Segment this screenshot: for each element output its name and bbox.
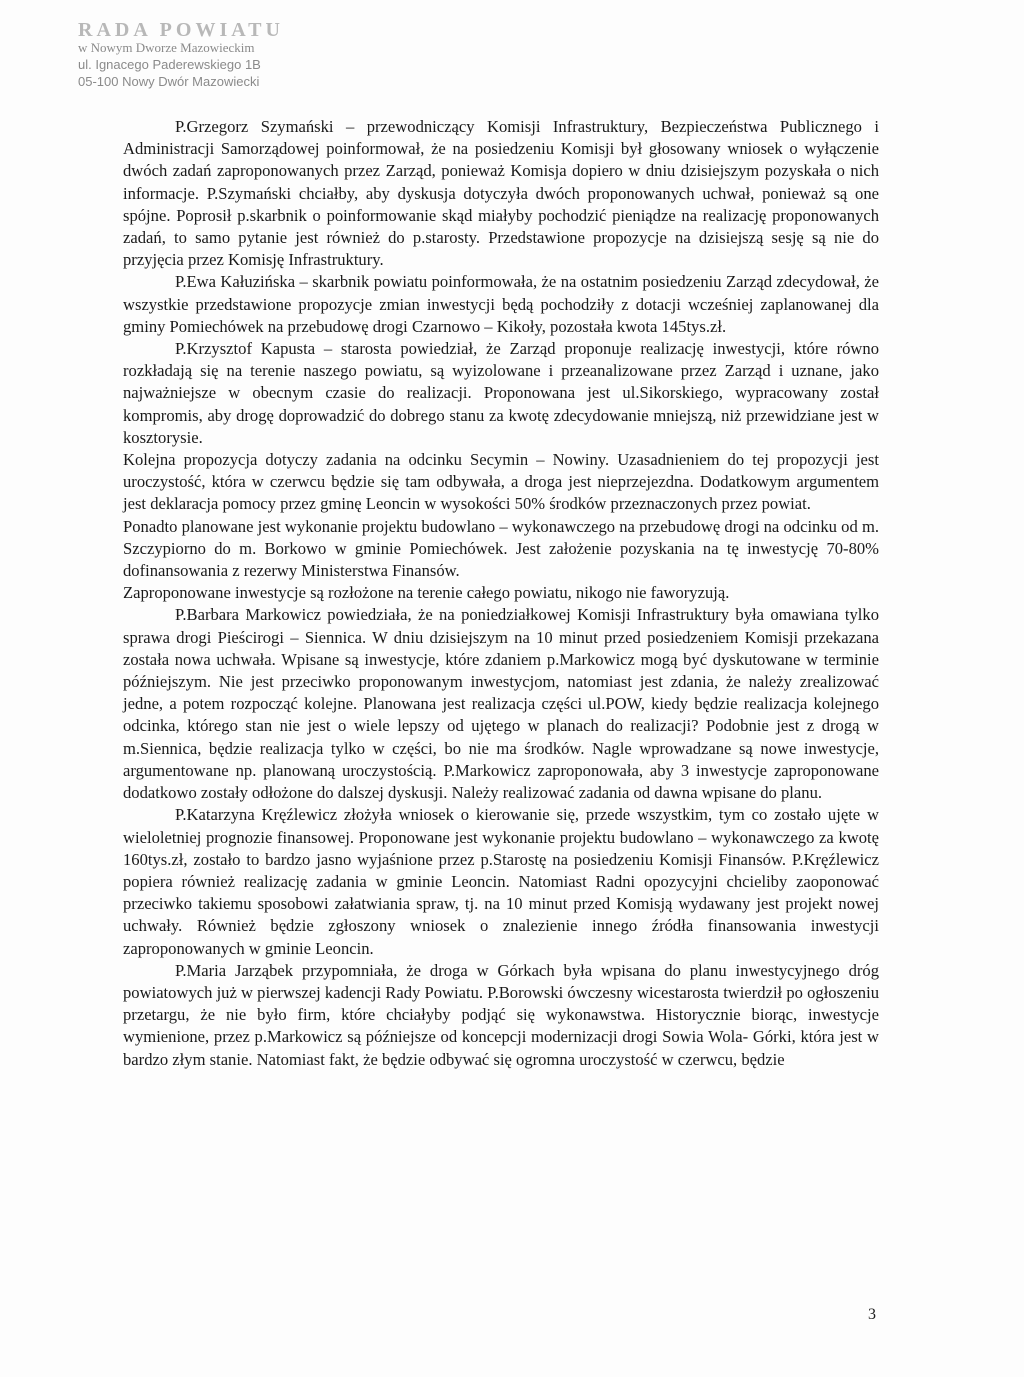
paragraph-secymin: Kolejna propozycja dotyczy zadania na odcinku Secymin – Nowiny. Uzasadnieniem do tej propozycji jest uroczystość, która w czerwcu będzie się tam odbywała, a droga jest nieprzejezdna. Dodatkowym argumentem jest deklaracja pomocy przez gminę Leoncin w wysokości 50% środków przeznaczonych przez powiat. [123,450,879,514]
paragraph-kapusta: P.Krzysztof Kapusta – starosta powiedział, że Zarząd proponuje realizację inwestycji, które równo rozkładają się na terenie naszego powiatu, są wyizolowane i przeanalizowane przez Zarząd i uznane, jako najważniejsze w obecnym czasie do realizacji. Proponowana jest ul.Sikorskiego, wypracowany został kompromis, aby drogę doprowadzić do dobrego stanu za kwotę zdecydowanie mniejszą, niż przewidziane jest w kosztorysie. [123,339,879,447]
paragraph-krezlewicz: P.Katarzyna Kręźlewicz złożyła wniosek o kierowanie się, przede wszystkim, tym co zostało ujęte w wieloletniej prognozie finansowej. Proponowane jest wykonanie projektu budowlano – wykonawczego za kwotę 160tys.zł, zostało to bardzo jasno wyjaśnione przez p.Starostę na posiedzeniu Komisji Finansów. P.Kręźlewicz popiera również realizację zadania w gminie Leoncin. Natomiast Radni opozycyjni chcieliby zaoponować przeciwko takiemu sposobowi załatwiania spraw, tj. na 10 minut przed Komisją wydawany jest projekt nowej uchwały. Również będzie zgłoszony wniosek o znalezienie innego źródła finansowania inwestycji zaproponowanych w gminie Leoncin. [123,805,879,958]
paragraph-szczypiorno: Ponadto planowane jest wykonanie projektu budowlano – wykonawczego na przebudowę drogi na odcinku od m. Szczypiorno do m. Borkowo w gminie Pomiechówek. Jest założenie pozyskania na tę inwestycję 70-80% dofinansowania z rezerwy Ministerstwa Finansów. [123,516,879,581]
council-stamp [78,19,318,90]
document-body [123,116,879,1071]
page-number: 3 [868,1306,876,1323]
stamp-location: w Nowym Dworze Mazowieckim [78,40,255,55]
stamp-city: 05-100 Nowy Dwór Mazowiecki [78,74,260,89]
paragraph-kaluzinska: P.Ewa Kałuzińska – skarbnik powiatu poinformowała, że na ostatnim posiedzeniu Zarząd zdecydował, że wszystkie przedstawione propozycje zmian inwestycji będą pochodziły z dotacji wcześniej zaplanowanej dla gminy Pomiechówek na przebudowę drogi Czarnowo – Kikoły, pozostała kwota 145tys.zł. [123,272,879,336]
stamp-street: ul. Ignacego Paderewskiego 1B [78,57,261,72]
paragraph-markowicz: P.Barbara Markowicz powiedziała, że na poniedziałkowej Komisji Infrastruktury była omawiana tylko sprawa drogi Pieścirogi – Siennica. W dniu dzisiejszym na 10 minut przed posiedzeniem Komisji przekazana została nowa uchwała. Wpisane są inwestycje, które zdaniem p.Markowicz mogą być dyskutowane w terminie późniejszym. Nie jest przeciwko proponowanym inwestycjom, natomiast jest zdania, że należy zrealizować jedne, a potem rozpocząć kolejne. Planowana jest realizacja części ul.POW, kiedy będzie realizacja kolejnego odcinka, którego stan nie jest o wiele lepszy od ujętego w planach do realizacji? Podobnie jest z drogą w m.Siennica, będzie realizacja tylko w części, bo nie ma środków. Nagle wprowadzane są nowe inwestycje, argumentowane np. planowaną uroczystością. P.Markowicz zaproponowała, aby 3 inwestycje zaproponowane dodatkowo zostały odłożone do dalszej dyskusji. Należy realizować zadania od dawna wpisane do planu. [123,605,879,803]
paragraph-szymanski: P.Grzegorz Szymański – przewodniczący Komisji Infrastruktury, Bezpieczeństwa Publicznego i Administracji Samorządowej poinformował, że na posiedzeniu Komisji był głosowany wniosek o wyłączenie dwóch zadań zaproponowanych przez Zarząd, ponieważ Komisja dopiero w dniu dzisiejszym pozyskała o nich informacje. P.Szymański chciałby, aby dyskusja dotyczyła dwóch proponowanych uchwał, ponieważ są one spójne. Poprosił p.skarbnik o poinformowanie skąd miałyby pochodzić pieniądze na realizację proponowanych zadań, to samo pytanie jest również do p.starosty. Przedstawione propozycje na dzisiejszą sesję są nie do przyjęcia przez Komisję Infrastruktury. [123,117,879,270]
stamp-title: RADA POWIATU [78,19,284,41]
paragraph-jarzabek: P.Maria Jarząbek przypomniała, że droga w Górkach była wpisana do planu inwestycyjnego dróg powiatowych już w pierwszej kadencji Rady Powiatu. P.Borowski ówczesny wicestarosta twierdził po ogłoszeniu przetargu, że nie było firm, które chciałyby podjąć się wykonawstwa. Historycznie biorąc, inwestycje wymienione, przez p.Markowicz są późniejsze od koncepcji modernizacji drogi Sowia Wola- Górki, która jest w bardzo złym stanie. Natomiast fakt, że będzie odbywać się ogromna uroczystość w czerwcu, będzie [123,960,879,1069]
paragraph-rozlozone: Zaproponowane inwestycje są rozłożone na terenie całego powiatu, nikogo nie faworyzują. [123,583,730,603]
